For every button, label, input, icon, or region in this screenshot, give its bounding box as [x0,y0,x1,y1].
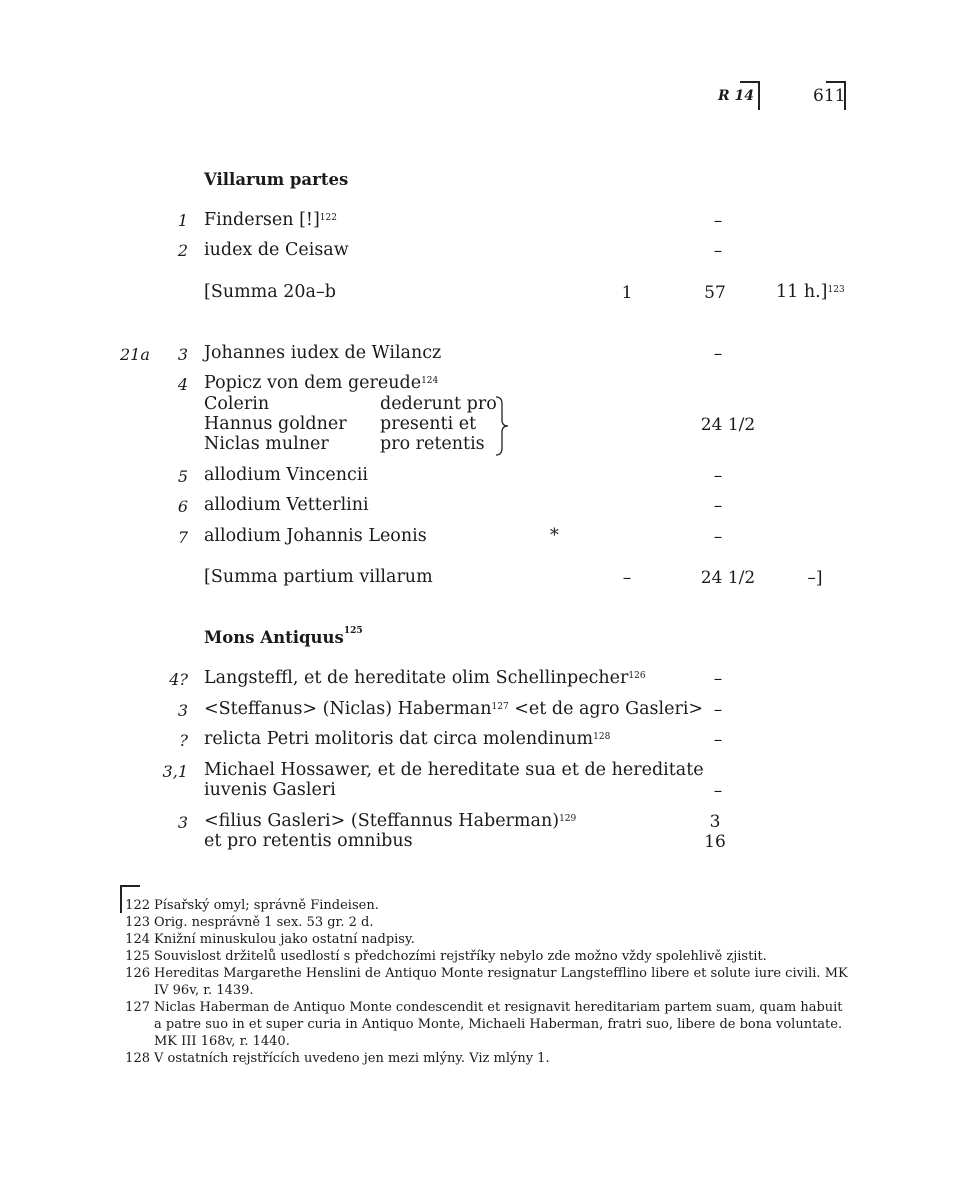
margin-folio: 21a [120,345,150,364]
row-text: Findersen [!]$^{122}$ [204,210,337,230]
value-col2: – [713,730,723,750]
value-col1: – [622,568,632,588]
row-number: 3 [177,345,188,364]
row-text: Michael Hossawer, et de hereditate sua et de hereditate [204,760,704,780]
row-number: 2 [177,241,188,260]
value-col2: – [713,496,723,516]
footnote-text: Písařský omyl; správně Findeisen. [154,898,379,913]
curly-brace [494,396,512,456]
section-heading: Mons Antiquus$^{125}$ [204,626,363,647]
row-text: allodium Vetterlini [204,495,369,515]
footnote-ref: 128 [593,732,611,742]
corner-mark-section [740,81,760,110]
value-col3: –] [807,568,823,588]
footnote-number: 124 [125,932,150,947]
footnote-number: 125 [125,949,150,964]
row-number: 1 [177,211,188,230]
footnote-ref: 123 [827,285,845,295]
row-number: 6 [177,497,188,516]
row-number: 3 [177,813,188,832]
value-col2: – [713,781,723,801]
value-col2: 24 1/2 [700,568,756,588]
value-col2: – [713,700,723,720]
footnote-text: Niclas Haberman de Antiquo Monte condescendit et resignavit hereditariam partem suam, quam habuit a patre suo in et super curia in Antiquo Monte, Michaeli Haberman, fratri suo, libere de bona voluntate. MK III 168v, r. 1440. [154,1000,843,1049]
row-number: 7 [177,528,188,547]
footnote-number: 123 [125,915,150,930]
group-name: Niclas mulner [204,434,329,454]
row-text: <Steffanus> (Niclas) Haberman$^{127}$ <et de agro Gasleri> [204,699,704,719]
row-text: Popicz von dem gereude$^{124}$ [204,373,439,393]
group-note: dederunt pro [380,394,497,414]
row-number: ? [179,731,188,750]
footnote-ref: 124 [421,376,439,386]
row-text: iudex de Ceisaw [204,240,349,260]
row-text: Johannes iudex de Wilancz [204,343,442,363]
footnote-ref: 126 [628,671,646,681]
footnote-ref: 127 [491,702,509,712]
value-col3: 11 h.]$^{123}$ [776,282,845,302]
sum-row-text: [Summa 20a–b [204,282,336,302]
footnote-ref: 125 [343,626,363,636]
footnote-number: 126 [125,966,150,981]
value-col2: 16 [704,832,726,852]
value-col2: – [713,527,723,547]
row-text-continued: et pro retentis omnibus [204,831,413,851]
group-note: presenti et [380,414,477,434]
row-number: 5 [177,467,188,486]
row-text: Langsteffl, et de hereditate olim Schellinpecher$^{126}$ [204,668,646,688]
row-number: 3,1 [162,762,188,781]
footnote-ref: 122 [319,213,337,223]
value-col2: – [713,211,723,231]
section-heading: Villarum partes [204,170,349,189]
page-number: 611 [813,86,846,106]
row-number: 4 [177,375,188,394]
value-col2: – [713,241,723,261]
running-head-section: R 14 [718,88,754,104]
row-text: allodium Vincencii [204,465,369,485]
footnote-text: Knižní minuskulou jako ostatní nadpisy. [154,932,415,947]
group-name: Hannus goldner [204,414,347,434]
footnote-number: 122 [125,898,150,913]
row-text-continued: iuvenis Gasleri [204,780,336,800]
value-col2: 57 [704,283,726,303]
row-text: <filius Gasleri> (Steffannus Haberman)$^{129}$ [204,811,577,831]
footnote-text: Orig. nesprávně 1 sex. 53 gr. 2 d. [154,915,374,930]
value-col2: – [713,669,723,689]
footnote-text: Souvislost držitelů usedlostí s předchozími rejstříky nebylo zde možno vždy spolehlivě zjistit. [154,949,767,964]
footnote-number: 127 [125,1000,150,1015]
footnote-text: Hereditas Margarethe Henslini de Antiquo Monte resignatur Langstefflino libere et solute iure civili. MK IV 96v, r. 1439. [154,966,848,998]
sum-row-text: [Summa partium villarum [204,567,433,587]
value-col1: 1 [621,283,633,303]
group-name: Colerin [204,394,270,414]
asterisk-mark: * [550,526,559,546]
footnote-text: V ostatních rejstřících uvedeno jen mezi mlýny. Viz mlýny 1. [154,1051,550,1066]
row-number: 4? [169,670,188,689]
footnote-ref: 129 [559,814,577,824]
value-col2: – [713,466,723,486]
value-col2: 24 1/2 [700,415,756,435]
value-col2: 3 [709,812,721,832]
value-col2: – [713,344,723,364]
row-text: relicta Petri molitoris dat circa molendinum$^{128}$ [204,729,611,749]
group-note: pro retentis [380,434,485,454]
row-text: allodium Johannis Leonis [204,526,427,546]
corner-mark-page [826,81,846,110]
row-number: 3 [177,701,188,720]
footnote-number: 128 [125,1051,150,1066]
